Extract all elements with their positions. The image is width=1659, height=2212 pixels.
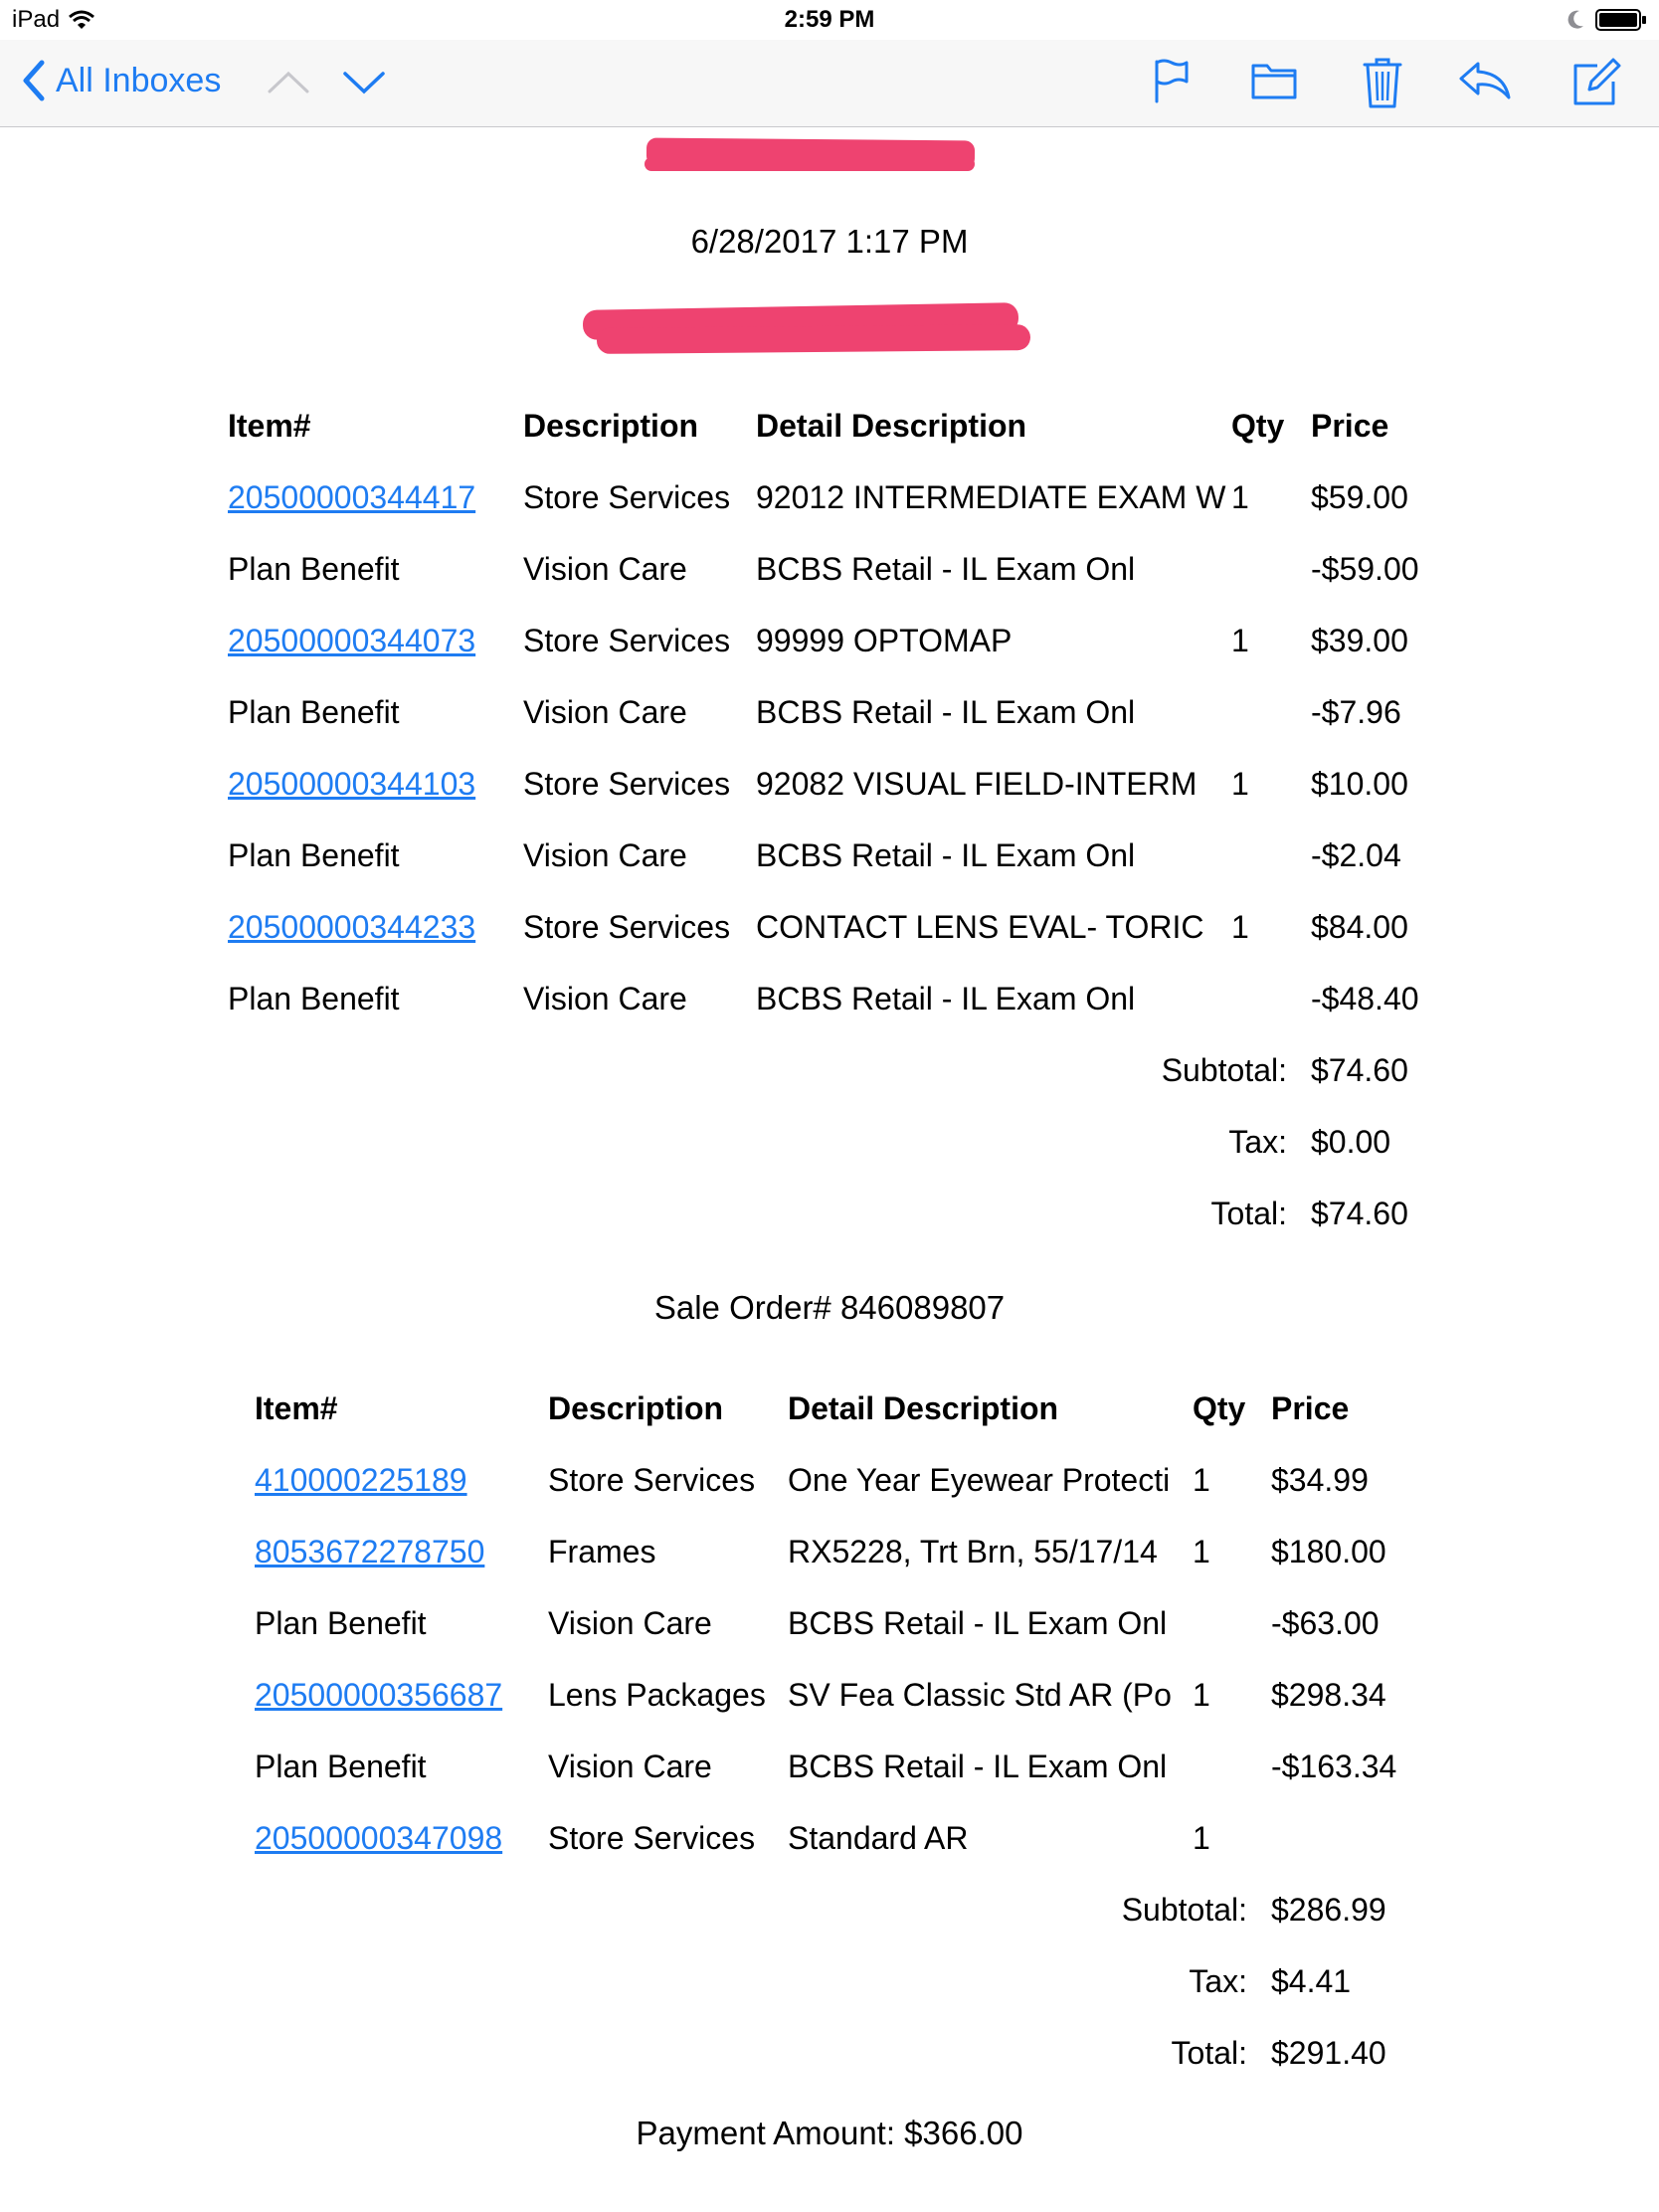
column-header-description: Description bbox=[548, 1390, 724, 1426]
item-label: Plan Benefit bbox=[228, 694, 400, 730]
item-price: -$7.96 bbox=[1311, 694, 1401, 730]
item-detail: RX5228, Trt Brn, 55/17/14 bbox=[788, 1534, 1158, 1569]
item-qty: 1 bbox=[1193, 1820, 1210, 1856]
item-number-link[interactable]: 20500000356687 bbox=[255, 1677, 503, 1713]
item-qty: 1 bbox=[1193, 1534, 1210, 1569]
sale-order-number: Sale Order# 846089807 bbox=[653, 1289, 1006, 1326]
compose-button[interactable] bbox=[1571, 58, 1621, 112]
item-description: Vision Care bbox=[523, 981, 687, 1016]
status-right bbox=[1566, 8, 1647, 32]
item-label: Plan Benefit bbox=[255, 1605, 427, 1641]
item-price: -$59.00 bbox=[1311, 551, 1419, 587]
item-detail: 92012 INTERMEDIATE EXAM W bbox=[756, 479, 1226, 515]
item-number-link[interactable]: 20500000344417 bbox=[228, 479, 476, 515]
item-description: Vision Care bbox=[523, 694, 687, 730]
column-header-description: Description bbox=[523, 408, 699, 444]
flag-icon bbox=[1154, 58, 1190, 103]
item-description: Store Services bbox=[523, 909, 731, 945]
tax-value: $4.41 bbox=[1271, 1963, 1352, 1999]
move-to-folder-button[interactable] bbox=[1251, 58, 1297, 106]
item-price: $180.00 bbox=[1271, 1534, 1386, 1569]
item-number-link[interactable]: 20500000344073 bbox=[228, 623, 476, 658]
folder-icon bbox=[1251, 58, 1297, 101]
item-qty: 1 bbox=[1231, 479, 1249, 515]
column-header-detail: Detail Description bbox=[788, 1390, 1059, 1426]
tax-label: Tax: bbox=[1189, 1963, 1247, 1999]
total-label: Total: bbox=[1210, 1196, 1287, 1231]
column-header-item: Item# bbox=[228, 408, 311, 444]
item-number-link[interactable]: 20500000344103 bbox=[228, 766, 476, 802]
column-header-price: Price bbox=[1271, 1390, 1350, 1426]
reply-button[interactable] bbox=[1458, 58, 1512, 106]
column-header-price: Price bbox=[1311, 408, 1389, 444]
item-detail: BCBS Retail - IL Exam Onl bbox=[788, 1605, 1168, 1641]
battery-icon bbox=[1595, 8, 1647, 32]
next-message-button[interactable] bbox=[342, 62, 386, 106]
item-description: Store Services bbox=[523, 623, 731, 658]
status-bar bbox=[0, 0, 1659, 40]
item-description: Store Services bbox=[523, 766, 731, 802]
item-detail: BCBS Retail - IL Exam Onl bbox=[756, 981, 1136, 1016]
item-qty: 1 bbox=[1231, 766, 1249, 802]
item-price: $34.99 bbox=[1271, 1462, 1369, 1498]
item-price: -$63.00 bbox=[1271, 1605, 1380, 1641]
subtotal-label: Subtotal: bbox=[1121, 1892, 1247, 1928]
back-label: All Inboxes bbox=[56, 61, 222, 99]
item-label: Plan Benefit bbox=[228, 981, 400, 1016]
redaction-mark bbox=[645, 157, 975, 171]
moon-icon bbox=[1566, 9, 1585, 31]
sale-order-table bbox=[0, 1390, 1659, 2071]
previous-message-button[interactable] bbox=[267, 62, 310, 106]
item-detail: BCBS Retail - IL Exam Onl bbox=[788, 1749, 1168, 1784]
payment-amount: Payment Amount: $366.00 bbox=[636, 2115, 1023, 2151]
email-body bbox=[0, 127, 1659, 2212]
item-price: -$2.04 bbox=[1311, 837, 1401, 873]
item-price: -$48.40 bbox=[1311, 981, 1419, 1016]
order-table bbox=[0, 408, 1659, 1231]
item-detail: BCBS Retail - IL Exam Onl bbox=[756, 837, 1136, 873]
item-description: Vision Care bbox=[523, 551, 687, 587]
item-description: Store Services bbox=[548, 1820, 756, 1856]
email-date: 6/28/2017 1:17 PM bbox=[690, 223, 969, 260]
status-time: 2:59 PM bbox=[784, 6, 875, 33]
item-detail: 99999 OPTOMAP bbox=[756, 623, 1013, 658]
item-number-link[interactable]: 8053672278750 bbox=[255, 1534, 485, 1569]
back-button[interactable] bbox=[22, 60, 221, 101]
chevron-left-icon bbox=[22, 60, 46, 101]
chevron-up-icon bbox=[267, 62, 310, 101]
mail-toolbar bbox=[0, 40, 1659, 127]
redaction-mark bbox=[597, 324, 1030, 354]
item-description: Vision Care bbox=[548, 1749, 712, 1784]
item-price: $59.00 bbox=[1311, 479, 1408, 515]
item-detail: BCBS Retail - IL Exam Onl bbox=[756, 694, 1136, 730]
trash-icon bbox=[1363, 58, 1402, 109]
column-header-qty: Qty bbox=[1231, 408, 1285, 444]
column-header-item: Item# bbox=[255, 1390, 338, 1426]
flag-button[interactable] bbox=[1154, 58, 1190, 108]
item-price: -$163.34 bbox=[1271, 1749, 1397, 1784]
item-qty: 1 bbox=[1231, 909, 1249, 945]
tax-label: Tax: bbox=[1228, 1124, 1287, 1160]
column-header-qty: Qty bbox=[1193, 1390, 1246, 1426]
item-description: Lens Packages bbox=[548, 1677, 766, 1713]
item-detail: SV Fea Classic Std AR (Po bbox=[788, 1677, 1172, 1713]
item-detail: 92082 VISUAL FIELD-INTERM bbox=[756, 766, 1198, 802]
total-label: Total: bbox=[1171, 2035, 1247, 2071]
item-number-link[interactable]: 20500000347098 bbox=[255, 1820, 503, 1856]
item-number-link[interactable]: 20500000344233 bbox=[228, 909, 476, 945]
item-label: Plan Benefit bbox=[228, 837, 400, 873]
trash-button[interactable] bbox=[1363, 58, 1402, 114]
reply-icon bbox=[1458, 58, 1512, 101]
item-description: Store Services bbox=[523, 479, 731, 515]
subtotal-label: Subtotal: bbox=[1161, 1052, 1287, 1088]
device-label: iPad bbox=[12, 6, 61, 33]
chevron-down-icon bbox=[342, 62, 386, 101]
item-detail: BCBS Retail - IL Exam Onl bbox=[756, 551, 1136, 587]
item-description: Store Services bbox=[548, 1462, 756, 1498]
item-description: Frames bbox=[548, 1534, 656, 1569]
item-label: Plan Benefit bbox=[228, 551, 400, 587]
subtotal-value: $286.99 bbox=[1271, 1892, 1386, 1928]
item-description: Vision Care bbox=[548, 1605, 712, 1641]
total-value: $291.40 bbox=[1271, 2035, 1386, 2071]
item-qty: 1 bbox=[1193, 1677, 1210, 1713]
item-number-link[interactable]: 410000225189 bbox=[255, 1462, 467, 1498]
total-value: $74.60 bbox=[1311, 1196, 1408, 1231]
item-description: Vision Care bbox=[523, 837, 687, 873]
item-price: $39.00 bbox=[1311, 623, 1408, 658]
tax-value: $0.00 bbox=[1311, 1124, 1391, 1160]
item-price: $84.00 bbox=[1311, 909, 1408, 945]
compose-icon bbox=[1571, 58, 1621, 107]
item-qty: 1 bbox=[1231, 623, 1249, 658]
item-price: $298.34 bbox=[1271, 1677, 1386, 1713]
item-label: Plan Benefit bbox=[255, 1749, 427, 1784]
column-header-detail: Detail Description bbox=[756, 408, 1027, 444]
item-detail: Standard AR bbox=[788, 1820, 969, 1856]
item-price: $10.00 bbox=[1311, 766, 1408, 802]
subtotal-value: $74.60 bbox=[1311, 1052, 1408, 1088]
item-detail: CONTACT LENS EVAL- TORIC bbox=[756, 909, 1204, 945]
item-detail: One Year Eyewear Protecti bbox=[788, 1462, 1171, 1498]
item-qty: 1 bbox=[1193, 1462, 1210, 1498]
